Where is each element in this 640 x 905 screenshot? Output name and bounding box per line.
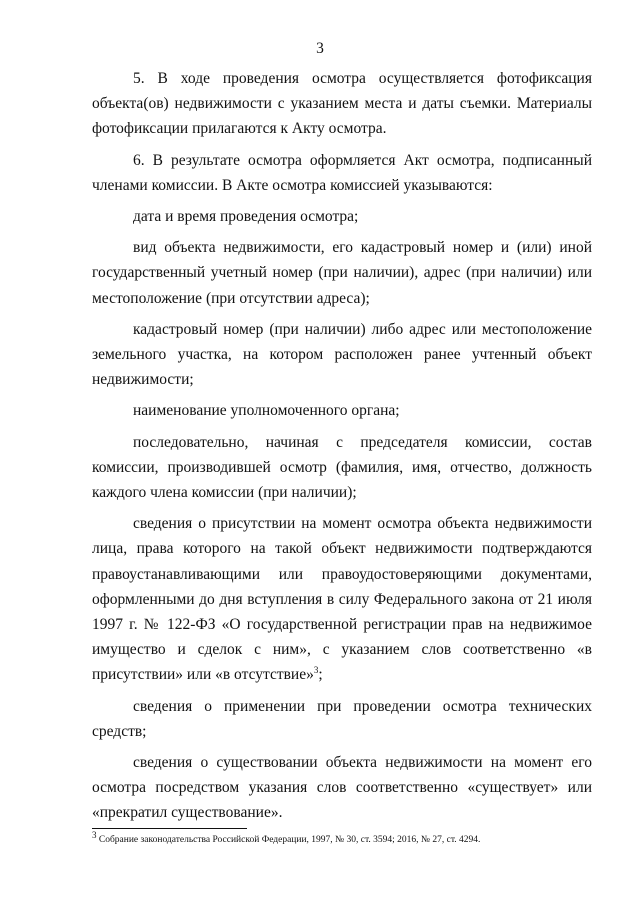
footnote-mark: 3 xyxy=(92,829,97,840)
list-item-authority-name: наименование уполномоченного органа; xyxy=(133,402,400,420)
list-item-date-time: дата и время проведения осмотра; xyxy=(133,208,359,226)
list-item-commission-composition: последовательно, начиная с председателя комиссии, состав комиссии, производившей осмотр (фамилия, имя, отчество, должность каждого члена комиссии (при наличии); xyxy=(92,433,592,502)
footnote-reference: 3 xyxy=(313,665,319,676)
footnote-text: Собрание законодательства Российской Федерации, 1997, № 30, ст. 3594; 2016, № 27, ст. 4294. xyxy=(98,835,481,845)
paragraph-item-6: 6. В результате осмотра оформляется Акт осмотра, подписанный членами комиссии. В Акте осмотра комиссией указываются: xyxy=(92,151,592,194)
list-item-presence-info: сведения о присутствии на момент осмотра объекта недвижимости лица, права которого на такой объект недвижимости подтверждаются правоустанавливающими или правоудостоверяющими документами, оформленными до дня вступления в силу Федерального закона от 21 июля 1997 г. № 122-ФЗ «О государственной регистрации прав на недвижимое имущество и сделок с ним», с указанием слов соответственно «в присутствии» или «в отсутствие»$^3$; xyxy=(92,515,592,684)
list-item-cadastral-number: кадастровый номер (при наличии) либо адрес или местоположение земельного участка, на котором расположен ранее учтенный объект недвижимости; xyxy=(92,320,592,389)
paragraph-item-5: 5. В ходе проведения осмотра осуществляется фотофиксация объекта(ов) недвижимости с указанием места и даты съемки. Материалы фотофиксации прилагаются к Акту осмотра. xyxy=(92,70,592,138)
list-item-object-existence: сведения о существовании объекта недвижимости на момент его осмотра посредством указания слов соответственно «существует» или «прекратил существование». xyxy=(92,754,592,822)
footnote xyxy=(92,829,592,846)
list-item-object-type: вид объекта недвижимости, его кадастровый номер и (или) иной государственный учетный номер (при наличии), адрес (при наличии) или местоположение (при отсутствии адреса); xyxy=(92,239,592,307)
page-number: 3 xyxy=(316,40,324,57)
list-item-technical-means: сведения о применении при проведении осмотра технических средств; xyxy=(92,697,592,740)
body-text xyxy=(92,66,592,826)
presence-info-text: сведения о присутствии на момент осмотра объекта недвижимости лица, права которого на такой объект недвижимости подтверждаются правоустанавливающими или правоудостоверяющими документами, оформленными до дня вступления в силу Федерального закона от 21 июля 1997 г. № 122-ФЗ «О государственной регистрации прав на недвижимое имущество и сделок с ним», с указанием слов соответственно «в присутствии» или «в отсутствие» xyxy=(92,515,592,684)
footnote-divider xyxy=(92,828,247,829)
